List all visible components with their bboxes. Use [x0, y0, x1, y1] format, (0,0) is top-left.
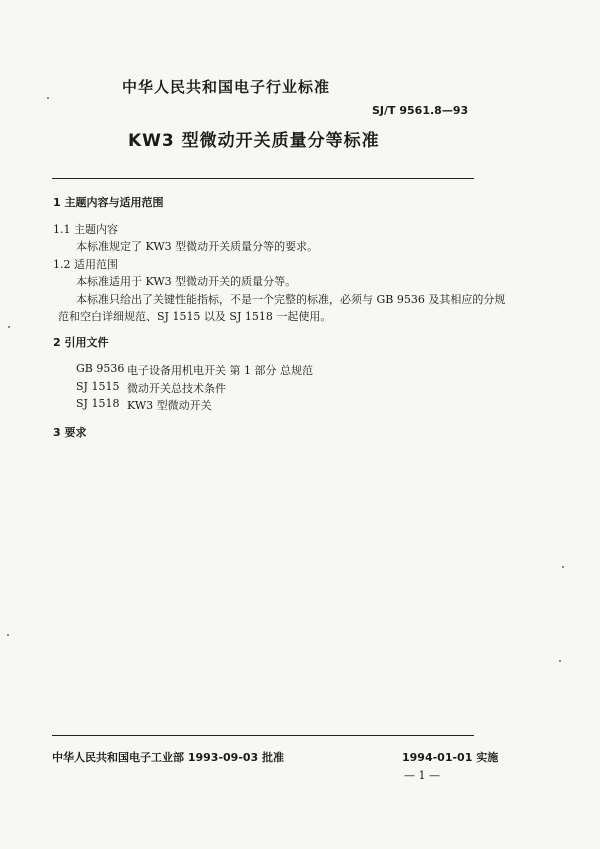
bottom-divider [52, 735, 474, 736]
scan-speck [562, 566, 564, 568]
scan-speck [8, 326, 10, 328]
effective-date: 1994-01-01 实施 [402, 751, 499, 764]
section-1-2-body-line-1: 本标准适用于 KW3 型微动开关的质量分等。 [76, 275, 297, 288]
section-2-heading: 2 引用文件 [53, 336, 109, 349]
section-1-2-body-line-3: 范和空白详细规范、SJ 1515 以及 SJ 1518 一起使用。 [58, 310, 332, 323]
top-divider [52, 178, 474, 179]
approval-line: 中华人民共和国电子工业部 1993-09-03 批准 [52, 751, 285, 764]
section-1-2-heading: 1.2 适用范围 [53, 258, 118, 271]
document-title: KW3 型微动开关质量分等标准 [128, 131, 380, 151]
reference-title: 微动开关总技术条件 [127, 382, 226, 395]
reference-code: GB 9536 [76, 362, 125, 375]
reference-code: SJ 1515 [76, 380, 120, 393]
section-1-heading: 1 主题内容与适用范围 [53, 196, 164, 209]
reference-title: 电子设备用机电开关 第 1 部分 总规范 [127, 364, 313, 377]
section-1-1-body: 本标准规定了 KW3 型微动开关质量分等的要求。 [76, 240, 319, 253]
reference-title: KW3 型微动开关 [127, 399, 212, 412]
section-3-heading: 3 要求 [53, 426, 87, 439]
section-1-2-body-line-2: 本标准只给出了关键性能指标，不是一个完整的标准，必须与 GB 9536 及其相应的分规 [76, 293, 506, 306]
standard-code: SJ/T 9561.8—93 [372, 104, 469, 117]
scan-speck [559, 660, 561, 662]
reference-code: SJ 1518 [76, 397, 120, 410]
page-number: — 1 — [404, 769, 440, 782]
scan-speck [47, 97, 49, 99]
industry-label: 中华人民共和国电子行业标准 [122, 78, 331, 96]
section-1-1-heading: 1.1 主题内容 [53, 223, 118, 236]
scan-speck [7, 634, 9, 636]
